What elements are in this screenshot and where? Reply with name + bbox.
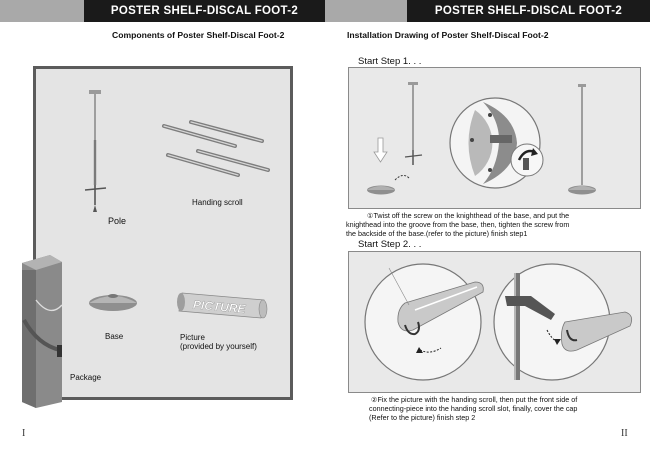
step2-illustration xyxy=(325,0,650,459)
label-base: Base xyxy=(105,332,124,341)
left-header: POSTER SHELF-DISCAL FOOT-2 xyxy=(84,0,325,22)
step1-text-line1: ①Twist off the screw on the knighthead of the base, and put the xyxy=(367,211,570,220)
label-picture-note: (provided by yourself) xyxy=(180,342,257,351)
step1-text-line2: knighthead into the groove from the base, then, tighten the screw from xyxy=(346,220,570,229)
label-handing-scroll: Handing scroll xyxy=(192,198,243,207)
left-subtitle: Components of Poster Shelf-Discal Foot-2 xyxy=(112,30,285,40)
connector-magnifier-icon xyxy=(494,264,632,380)
left-page-number: I xyxy=(22,428,26,439)
step2-text-line3: (Refer to the picture) finish step 2 xyxy=(369,413,476,422)
right-subtitle: Installation Drawing of Poster Shelf-Discal Foot-2 xyxy=(347,30,549,40)
base-icon xyxy=(89,294,137,311)
label-picture: Picture xyxy=(180,333,205,342)
right-page xyxy=(325,0,650,459)
scroll-clip-magnifier-icon xyxy=(365,264,483,380)
step1-text-line3: the backside of the base.(refer to the picture) finish step1 xyxy=(346,229,528,238)
package-icon xyxy=(22,255,62,408)
step2-text-line2: connecting-piece into the handing scroll slot, finally, cover the cap xyxy=(369,404,578,413)
handing-scroll-icon xyxy=(164,122,268,175)
label-pole: Pole xyxy=(108,216,127,226)
picture-roll-icon xyxy=(177,293,267,318)
step2-title: Start Step 2. . . xyxy=(358,239,422,250)
step2-text-line1: ②Fix the picture with the handing scroll, then put the front side of xyxy=(371,395,578,404)
picture-word: PICTURE xyxy=(192,297,247,317)
right-page-number: II xyxy=(621,428,628,439)
pole-icon xyxy=(85,90,106,212)
right-header: POSTER SHELF-DISCAL FOOT-2 xyxy=(407,0,650,22)
label-package: Package xyxy=(70,373,102,382)
step1-title: Start Step 1. . . xyxy=(358,56,422,67)
